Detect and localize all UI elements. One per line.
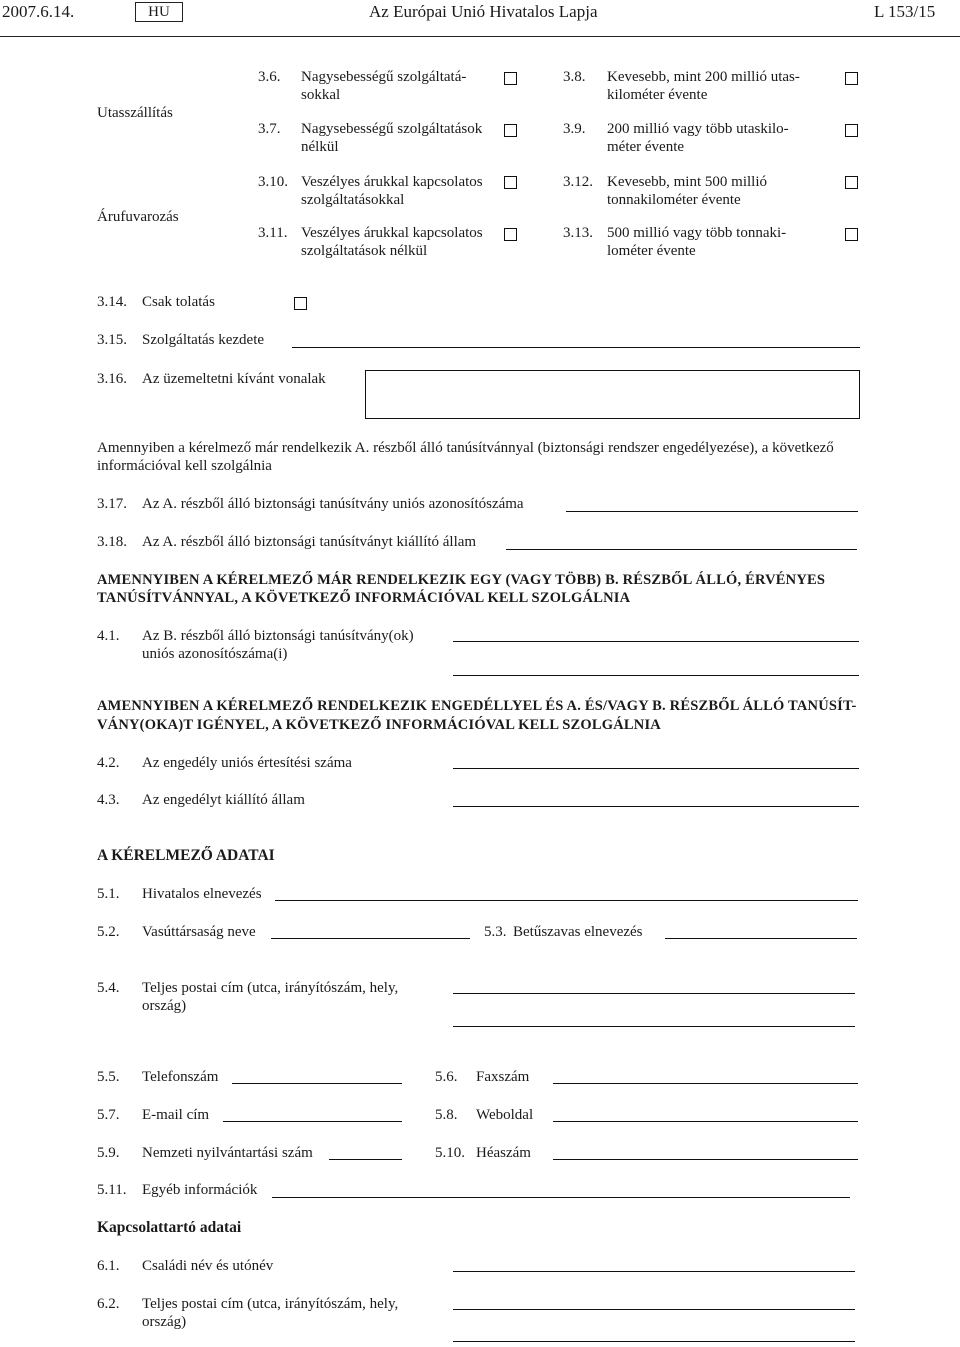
field-5-4-number: 5.4. [97, 980, 120, 996]
field-5-8-input[interactable] [553, 1121, 858, 1122]
option-3-13-number: 3.13. [563, 225, 593, 241]
field-3-16-number: 3.16. [97, 371, 127, 387]
heading-contact-data: Kapcsolattartó adatai [97, 1219, 242, 1236]
heading-part-b-line2: TANÚSÍTVÁNNYAL, A KÖVETKEZŐ INFORMÁCIÓVAL KELL SZOLGÁLNIA [97, 590, 631, 606]
option-3-10-label: Veszélyes árukkal kapcsolatos [301, 174, 483, 190]
field-3-18-input[interactable] [506, 549, 857, 550]
heading-licence-line2: VÁNY(OKA)T IGÉNYEL, A KÖVETKEZŐ INFORMÁCIÓVAL KELL SZOLGÁLNIA [97, 717, 661, 733]
checkbox-3-6[interactable] [504, 72, 517, 85]
field-6-2-label: Teljes postai cím (utca, irányítószám, hely, [142, 1296, 399, 1312]
option-3-8-label-cont: kilométer évente [607, 87, 708, 103]
field-5-7-number: 5.7. [97, 1107, 120, 1123]
option-3-12-label: Kevesebb, mint 500 millió [607, 174, 767, 190]
field-5-10-number: 5.10. [435, 1145, 465, 1161]
checkbox-3-13[interactable] [845, 228, 858, 241]
field-5-5-input[interactable] [232, 1083, 402, 1084]
field-5-7-input[interactable] [223, 1121, 402, 1122]
option-3-6-label-cont: sokkal [301, 87, 341, 103]
option-3-12-label-cont: tonnakilométer évente [607, 192, 741, 208]
field-6-1-label: Családi név és utónév [142, 1258, 274, 1274]
field-6-1-input[interactable] [453, 1271, 855, 1272]
field-5-1-label: Hivatalos elnevezés [142, 886, 262, 902]
field-5-4-label: Teljes postai cím (utca, irányítószám, hely, [142, 980, 399, 996]
field-4-3-number: 4.3. [97, 792, 120, 808]
option-3-10-label-cont: szolgáltatásokkal [301, 192, 405, 208]
field-5-2-input[interactable] [271, 938, 470, 939]
checkbox-3-8[interactable] [845, 72, 858, 85]
option-3-11-label-cont: szolgáltatások nélkül [301, 243, 428, 259]
field-3-15-input[interactable] [292, 347, 860, 348]
option-3-8-label: Kevesebb, mint 200 millió utas- [607, 69, 800, 85]
field-5-9-input[interactable] [329, 1159, 402, 1160]
field-5-8-label: Weboldal [476, 1107, 534, 1123]
option-3-9-label: 200 millió vagy több utaskilo- [607, 121, 789, 137]
field-4-1-input-2[interactable] [453, 675, 859, 676]
field-4-1-label-cont: uniós azonosítószáma(i) [142, 646, 288, 662]
option-3-11-number: 3.11. [258, 225, 288, 241]
field-3-16-label: Az üzemeltetni kívánt vonalak [142, 371, 326, 387]
language-code: HU [135, 2, 183, 22]
field-5-6-label: Faxszám [476, 1069, 530, 1085]
field-3-18-number: 3.18. [97, 534, 127, 550]
field-5-6-input[interactable] [553, 1083, 858, 1084]
option-3-11-label: Veszélyes árukkal kapcsolatos [301, 225, 483, 241]
option-3-7-number: 3.7. [258, 121, 281, 137]
field-4-1-label: Az B. részből álló biztonsági tanúsítvány(ok) [142, 628, 414, 644]
header-rule [0, 36, 960, 37]
field-5-6-number: 5.6. [435, 1069, 458, 1085]
checkbox-3-12[interactable] [845, 176, 858, 189]
option-3-13-label-cont: lométer évente [607, 243, 696, 259]
field-5-3-input[interactable] [665, 938, 857, 939]
checkbox-3-9[interactable] [845, 124, 858, 137]
field-3-17-label: Az A. részből álló biztonsági tanúsítvány uniós azonosítószáma [142, 496, 524, 512]
checkbox-3-10[interactable] [504, 176, 517, 189]
field-4-3-label: Az engedélyt kiállító állam [142, 792, 305, 808]
field-5-11-input[interactable] [272, 1197, 850, 1198]
page-number: L 153/15 [874, 2, 936, 21]
field-5-5-number: 5.5. [97, 1069, 120, 1085]
heading-part-b-line1: AMENNYIBEN A KÉRELMEZŐ MÁR RENDELKEZIK EGY (VAGY TÖBB) B. RÉSZBŐL ÁLLÓ, ÉRVÉNYES [97, 572, 826, 588]
field-3-18-label: Az A. részből álló biztonsági tanúsítványt kiállító állam [142, 534, 477, 550]
field-5-3-label: Betűszavas elnevezés [513, 924, 643, 940]
field-4-1-input-1[interactable] [453, 641, 859, 642]
option-3-7-label-cont: nélkül [301, 139, 339, 155]
category-freight: Árufuvarozás [97, 209, 179, 225]
field-5-7-label: E-mail cím [142, 1107, 210, 1123]
field-5-9-label: Nemzeti nyilvántartási szám [142, 1145, 313, 1161]
publication-date: 2007.6.14. [2, 2, 75, 21]
field-4-2-label: Az engedély uniós értesítési száma [142, 755, 352, 771]
journal-title: Az Európai Unió Hivatalos Lapja [369, 2, 598, 21]
field-5-4-input-2[interactable] [453, 1026, 855, 1027]
field-5-3-number: 5.3. [484, 924, 507, 940]
checkbox-3-11[interactable] [504, 228, 517, 241]
field-4-1-number: 4.1. [97, 628, 120, 644]
category-passenger: Utasszállítás [97, 105, 173, 121]
field-5-10-label: Héaszám [476, 1145, 531, 1161]
checkbox-3-7[interactable] [504, 124, 517, 137]
field-4-2-input[interactable] [453, 768, 859, 769]
option-3-9-number: 3.9. [563, 121, 586, 137]
field-6-1-number: 6.1. [97, 1258, 120, 1274]
field-3-16-textarea[interactable] [365, 370, 860, 419]
option-3-6-number: 3.6. [258, 69, 281, 85]
field-3-15-label: Szolgáltatás kezdete [142, 332, 265, 348]
field-6-2-label-cont: ország) [142, 1314, 187, 1330]
field-5-5-label: Telefonszám [142, 1069, 219, 1085]
option-3-10-number: 3.10. [258, 174, 288, 190]
field-3-14-number: 3.14. [97, 294, 127, 310]
field-3-17-number: 3.17. [97, 496, 127, 512]
field-3-17-input[interactable] [566, 511, 858, 512]
field-5-10-input[interactable] [553, 1159, 858, 1160]
option-3-7-label: Nagysebességű szolgáltatások [301, 121, 483, 137]
field-5-11-number: 5.11. [97, 1182, 127, 1198]
field-5-1-number: 5.1. [97, 886, 120, 902]
option-3-13-label: 500 millió vagy több tonnaki- [607, 225, 787, 241]
field-4-3-input[interactable] [453, 806, 859, 807]
instruction-part-a: Amennyiben a kérelmező már rendelkezik A. részből álló tanúsítvánnyal (biztonsági rendszer engedélyezése), a következő információval kell szolgálnia [97, 440, 834, 474]
option-3-12-number: 3.12. [563, 174, 593, 190]
field-6-2-input-1[interactable] [453, 1309, 855, 1310]
field-5-2-label: Vasúttársaság neve [142, 924, 256, 940]
field-3-15-number: 3.15. [97, 332, 127, 348]
field-5-8-number: 5.8. [435, 1107, 458, 1123]
field-5-11-label: Egyéb információk [142, 1182, 258, 1198]
option-3-6-label: Nagysebességű szolgáltatá- [301, 69, 467, 85]
field-5-2-number: 5.2. [97, 924, 120, 940]
field-3-14-label: Csak tolatás [142, 294, 215, 310]
option-3-8-number: 3.8. [563, 69, 586, 85]
field-5-4-label-cont: ország) [142, 998, 187, 1014]
field-5-1-input[interactable] [275, 900, 858, 901]
option-3-9-label-cont: méter évente [607, 139, 685, 155]
heading-licence-line1: AMENNYIBEN A KÉRELMEZŐ RENDELKEZIK ENGEDÉLLYEL ÉS A. ÉS/VAGY B. RÉSZBŐL ÁLLÓ TANÚSÍT- [97, 698, 857, 714]
field-5-9-number: 5.9. [97, 1145, 120, 1161]
heading-applicant-data: A KÉRELMEZŐ ADATAI [97, 847, 275, 864]
checkbox-3-14[interactable] [294, 297, 307, 310]
field-6-2-number: 6.2. [97, 1296, 120, 1312]
field-6-2-input-2[interactable] [453, 1341, 855, 1342]
field-4-2-number: 4.2. [97, 755, 120, 771]
field-5-4-input-1[interactable] [453, 993, 855, 994]
